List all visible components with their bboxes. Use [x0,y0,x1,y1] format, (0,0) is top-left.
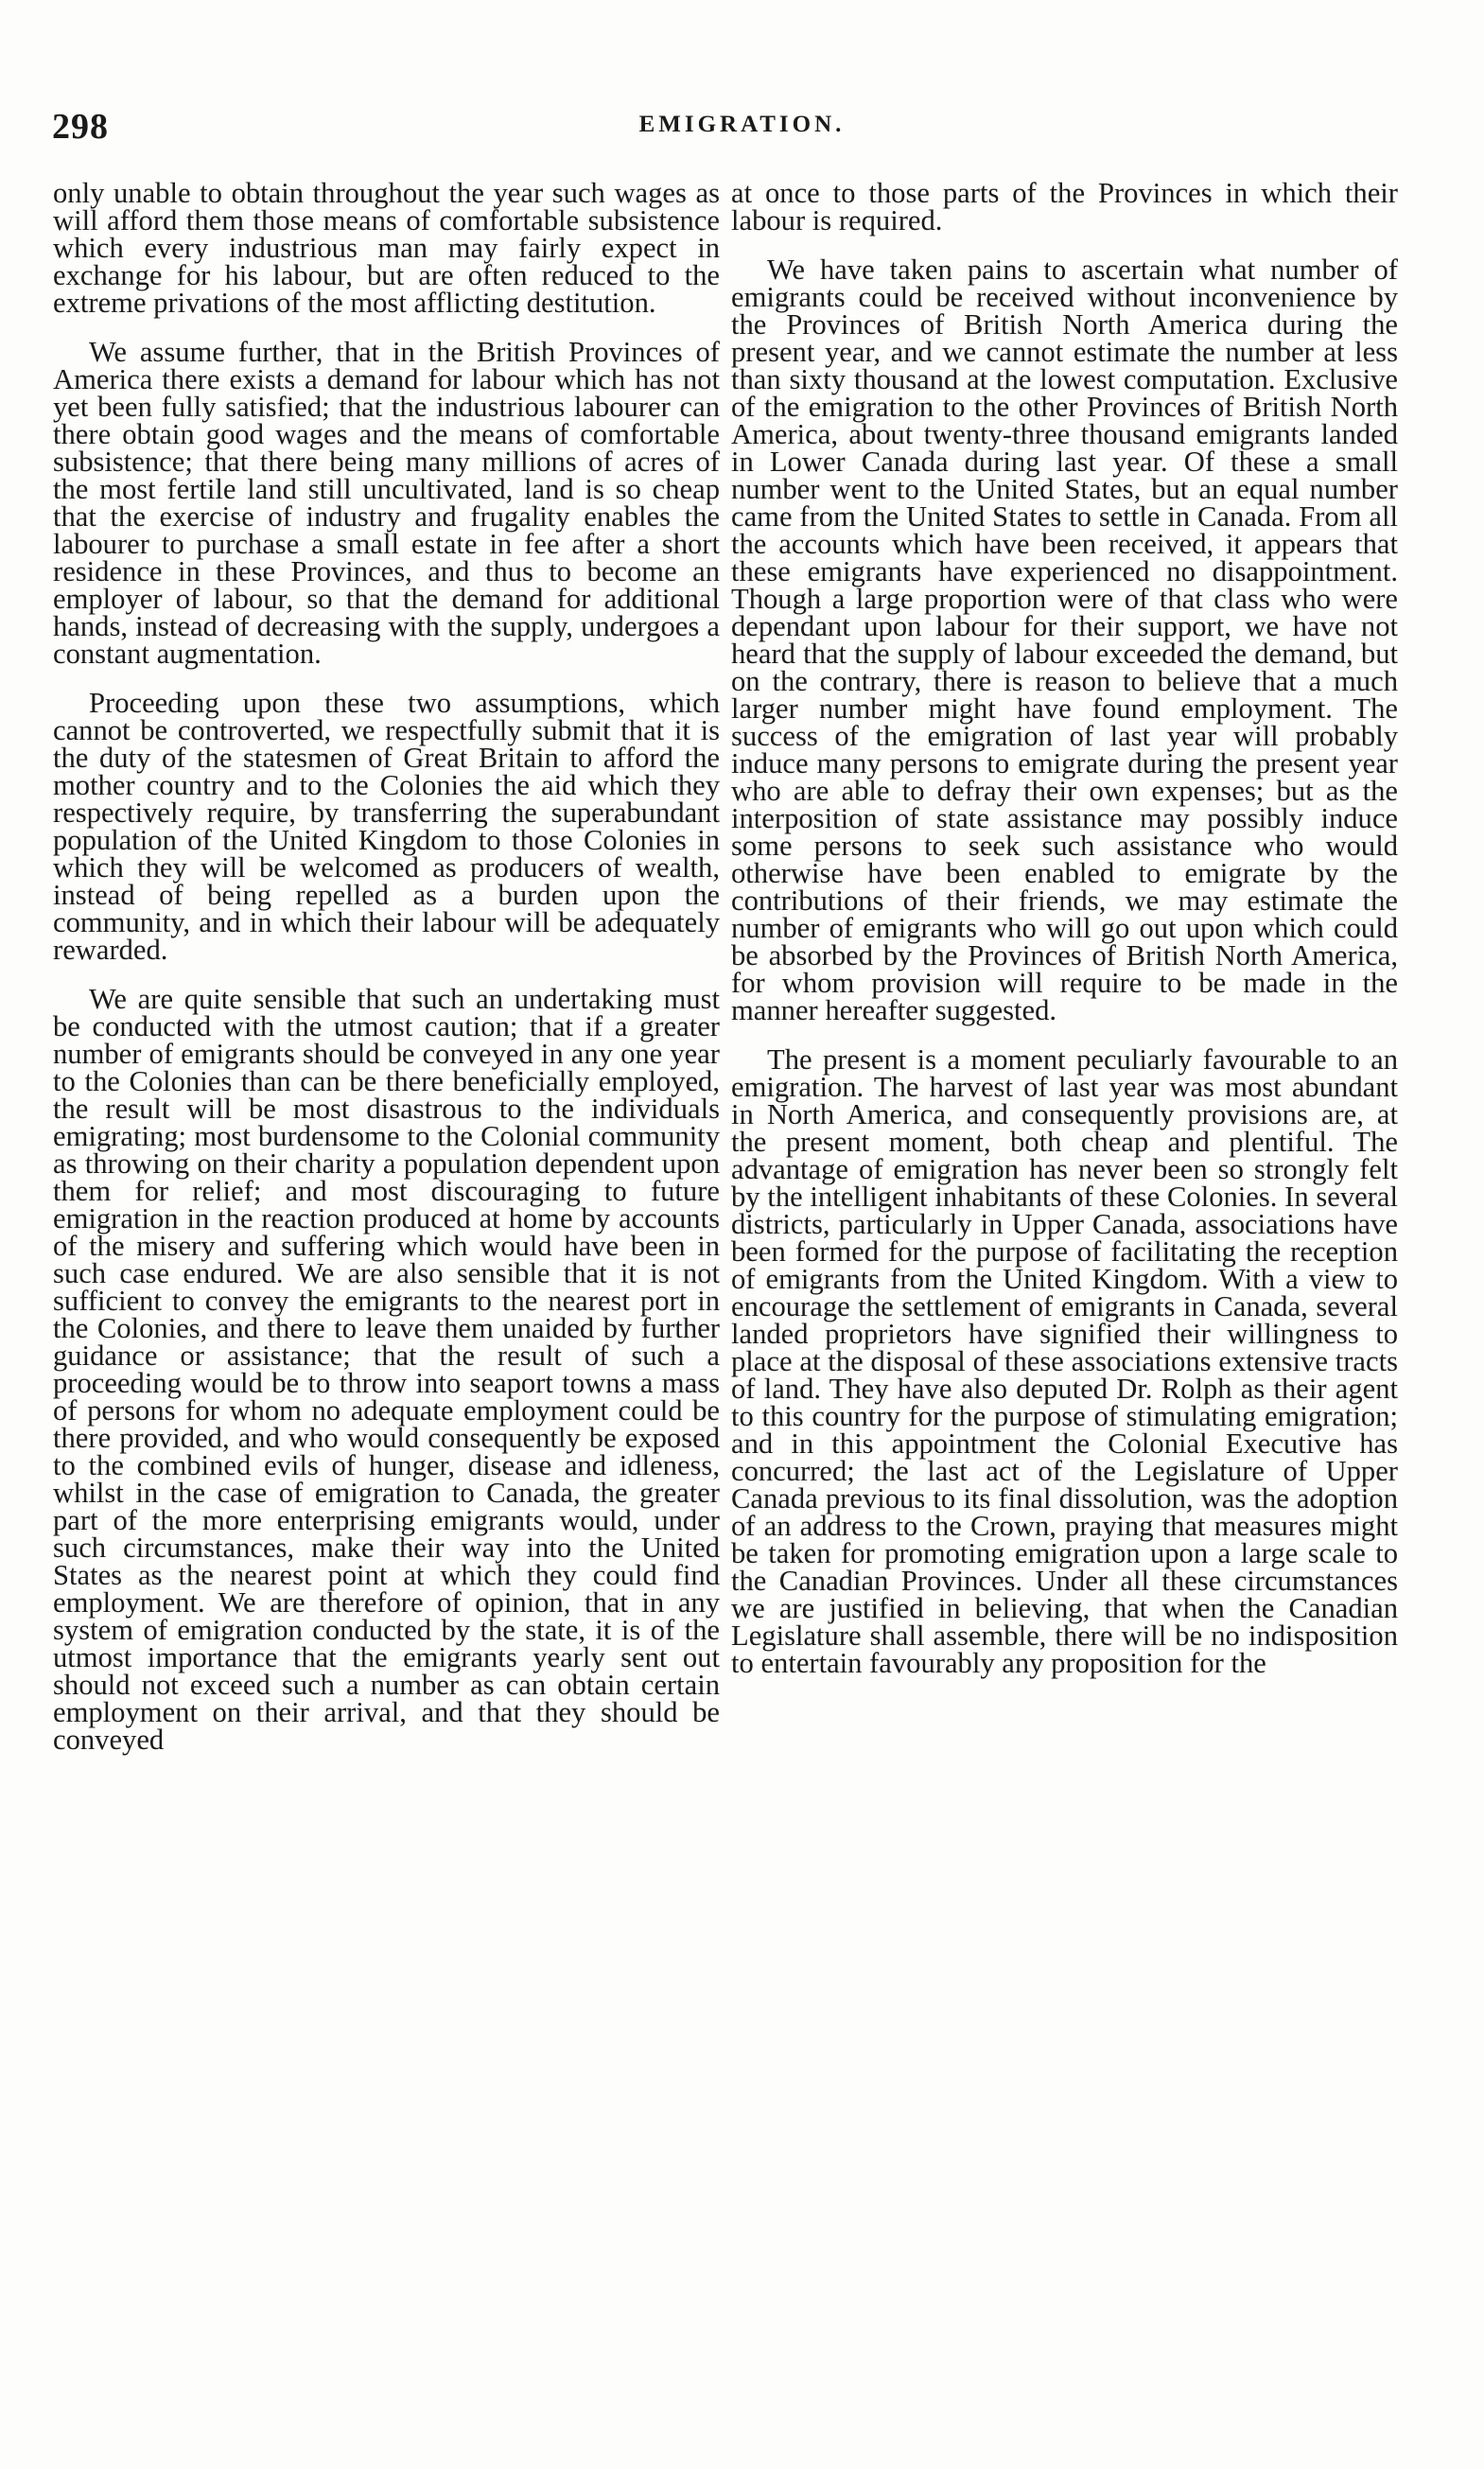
paragraph: The present is a moment peculiarly favourable to an emigration. The harvest of last year was most abundant in North America, and consequently provisions are, at the present moment, both cheap and plentiful. The advantage of emigration has never been so strongly felt by the intelligent inhabitants of these Colonies. In several districts, particularly in Upper Canada, associations have been formed for the purpose of facilitating the reception of emigrants from the United Kingdom. With a view to encourage the settlement of emigrants in Canada, several landed proprietors have signified their willingness to place at the disposal of these associations extensive tracts of land. They have also deputed Dr. Rolph as their agent to this country for the purpose of stimulating emigration; and in this appointment the Colonial Executive has concurred; the last act of the Legislature of Upper Canada previous to its final dissolution, was the adoption of an address to the Crown, praying that measures might be taken for promoting emigration upon a large scale to the Canadian Provinces. Under all these circumstances we are justified in believing, that when the Canadian Legislature shall assemble, there will be no indisposition to entertain favourably any proposition for the [731,1043,1398,1679]
paragraph: We have taken pains to ascertain what number of emigrants could be received without inconvenience by the Provinces of British North America during the present year, and we cannot estimate the number at less than sixty thousand at the lowest computation. Exclusive of the emigration to the other Provinces of British North America, about twenty-three thousand emigrants landed in Lower Canada during last year. Of these a small number went to the United States, but an equal number came from the United States to settle in Canada. From all the accounts which have been received, it appears that these emigrants have experienced no disappointment. Though a large proportion were of that class who were dependant upon labour for their support, we have not heard that the supply of labour exceeded the demand, but on the contrary, there is reason to believe that a much larger number might have found employment. The success of the emigration of last year will probably induce many persons to emigrate during the present year who are able to defray their own expenses; but as the interposition of state assistance may possibly induce some persons to seek such assistance who would otherwise have been enabled to emigrate by the contributions of their friends, we may estimate the number of emigrants who will go out upon which could be absorbed by the Provinces of British North America, for whom provision will require to be made in the manner hereafter suggested. [731,254,1398,1026]
left-column [53,177,720,1776]
right-column [731,177,1398,1699]
paragraph: at once to those parts of the Provinces in which their labour is required. [731,177,1398,236]
paragraph: only unable to obtain throughout the year such wages as will afford them those means of comfortable subsistence which every industrious man may fairly expect in exchange for his labour, but are often reduced to the extreme privations of the most afflicting destitution. [53,177,720,319]
paragraph: We are quite sensible that such an undertaking must be conducted with the utmost caution; that if a greater number of emigrants should be conveyed in any one year to the Colonies than can be there beneficially employed, the result will be most disastrous to the individuals emigrating; most burdensome to the Colonial community as throwing on their charity a population dependent upon them for relief; and most discouraging to future emigration in the reaction produced at home by accounts of the misery and suffering which would have been in such case endured. We are also sensible that it is not sufficient to convey the emigrants to the nearest port in the Colonies, and there to leave them unaided by further guidance or assistance; that the result of such a proceeding would be to throw into seaport towns a mass of persons for whom no adequate employment could be there provided, and who would consequently be exposed to the combined evils of hunger, disease and idleness, whilst in the case of emigration to Canada, the greater part of the more enterprising emigrants would, under such circumstances, make their way into the United States as the nearest point at which they could find employment. We are therefore of opinion, that in any system of emigration conducted by the state, it is of the utmost importance that the emigrants yearly sent out should not exceed such a number as can obtain certain employment on their arrival, and that they should be conveyed [53,983,720,1756]
running-head: EMIGRATION. [638,112,846,137]
paragraph: Proceeding upon these two assumptions, which cannot be controverted, we respectfully submit that it is the duty of the statesmen of Great Britain to afford the mother country and to the Colonies the aid which they respectively require, by transferring the superabundant population of the United Kingdom to those Colonies in which they will be welcomed as producers of wealth, instead of being repelled as a burden upon the community, and in which their labour will be adequately rewarded. [53,687,720,966]
page-number: 298 [52,107,109,147]
page-header [52,106,1432,148]
paragraph: We assume further, that in the British Provinces of America there exists a demand for labour which has not yet been fully satisfied; that the industrious labourer can there obtain good wages and the means of comfortable subsistence; that there being many millions of acres of the most fertile land still uncultivated, land is so cheap that the exercise of industry and frugality enables the labourer to purchase a small estate in fee after a short residence in these Provinces, and thus to become an employer of labour, so that the demand for additional hands, instead of decreasing with the supply, undergoes a constant augmentation. [53,336,720,670]
